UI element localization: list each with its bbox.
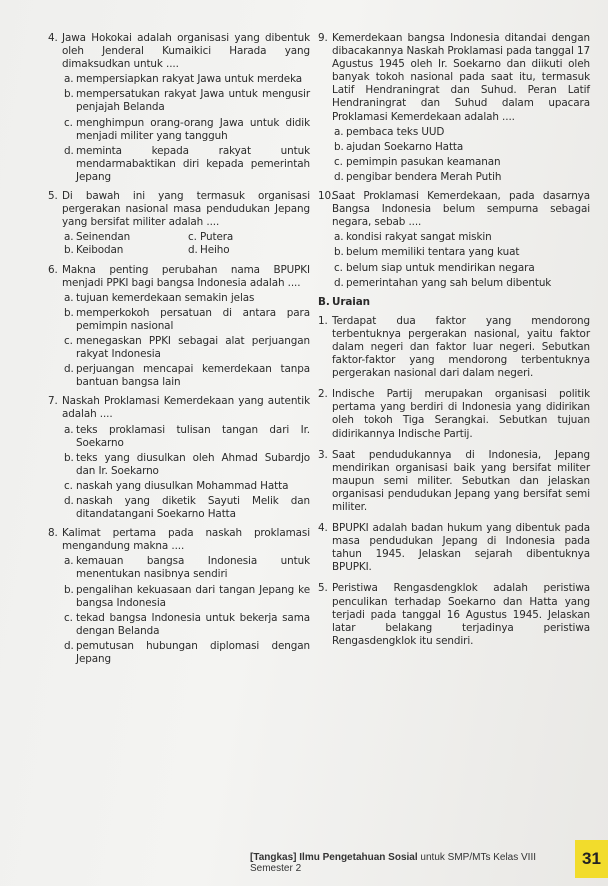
essay-number: 2. [318,388,328,401]
option-letter: d. [64,495,74,507]
left-column [48,32,310,672]
option-letter: c. [64,116,73,129]
multiple-choice-continued [318,32,590,290]
option-text: pemimpin pasukan keamanan [346,155,501,168]
essay-text: Indische Partij merupakan organisasi politik pertama yang berdiri di Indonesia yang didirikan oleh tokoh Tiga Serangkai. Sebutkan tujuan didirikannya Indische Partij. [332,388,590,440]
section-heading [318,296,590,309]
answer-option [332,231,590,244]
essay-item [318,522,590,574]
option-letter: b. [64,306,74,319]
question-number: 4. [48,32,58,44]
option-letter: d. [64,363,74,376]
option-text: mempersatukan rakyat Jawa untuk mengusir penjajah Belanda [76,88,310,114]
answer-option [62,335,310,361]
option-text: Heiho [200,244,230,257]
option-text: pembaca teks UUD [346,125,445,138]
essay-item [318,388,590,440]
essay-number: 4. [318,522,328,535]
option-text: memperkokoh persatuan di antara para pemimpin nasional [76,306,310,332]
option-letter: a. [64,231,74,244]
option-letter: b. [64,451,74,464]
question-item [48,527,310,666]
option-letter: c. [64,611,73,624]
question-body [62,527,310,666]
option-letter: c. [334,155,343,168]
option-text: ajudan Soekarno Hatta [346,140,464,153]
section-title: Uraian [332,295,370,308]
essay-number: 5. [318,582,328,595]
essay-text: Saat pendudukannya di Indonesia, Jepang mendirikan organisasi baik yang bersifat militer maupun semi militer. Sebutkan dan jelaskan organisasi pendudukan Jepang yang bersifat semi militer. [332,448,590,513]
essay-number: 1. [318,314,328,327]
option-letter: b. [64,88,74,101]
option-letter: d. [64,144,74,157]
question-number: 8. [48,527,58,540]
option-text: perjuangan mencapai kemerdekaan tanpa bantuan bangsa lain [76,363,310,389]
option-text: belum memiliki tentara yang kuat [346,246,520,259]
option-letter: c. [188,231,197,244]
question-stem: Di bawah ini yang termasuk organisasi pergerakan nasional masa pendudukan Jepang yang bersifat militer adalah .... [62,190,310,229]
option-text: tekad bangsa Indonesia untuk bekerja sama dengan Belanda [76,611,310,637]
option-text: kemauan bangsa Indonesia untuk menentukan nasibnya sendiri [76,555,310,581]
question-body [332,190,590,290]
answer-option [62,145,310,184]
question-stem: Makna penting perubahan nama BPUPKI menjadi PPKI bagi bangsa Indonesia adalah .... [62,263,310,289]
option-text: Seinendan [76,231,131,244]
answer-options-grid [62,231,310,257]
answer-option [332,141,590,154]
answer-option [186,231,310,244]
option-text: kondisi rakyat sangat miskin [346,231,492,244]
footer-subtitle: untuk SMP/MTs Kelas VIII Semester 2 [250,852,537,874]
answer-option [186,244,310,257]
answer-option [332,126,590,139]
footer-book-title: [Tangkas] Ilmu Pengetahuan Sosial [250,852,418,863]
question-body [62,32,310,184]
option-text: tujuan kemerdekaan semakin jelas [76,291,255,304]
essay-text: BPUPKI adalah badan hukum yang dibentuk pada masa pendudukan Jepang di Indonesia pada tahun 1945. Jelaskan sejarah dibentuknya BPUPKI. [332,522,590,574]
option-text: pengalihan kekuasaan dari tangan Jepang ke bangsa Indonesia [76,583,310,609]
question-number: 7. [48,395,58,408]
question-item [318,190,590,290]
question-item [318,32,590,184]
option-letter: b. [334,140,344,153]
answer-option [62,307,310,333]
question-stem: Jawa Hokokai adalah organisasi yang dibentuk oleh Jenderal Kumaikici Harada yang dimaksudkan untuk .... [62,32,310,71]
question-stem: Kalimat pertama pada naskah proklamasi mengandung makna .... [62,527,310,553]
question-body [62,190,310,257]
option-letter: c. [334,261,343,274]
answer-option [332,171,590,184]
essay-item [318,449,590,514]
option-text: Keibodan [76,244,124,257]
question-number: 6. [48,263,58,276]
answer-option [62,88,310,114]
option-text: pemerintahan yang sah belum dibentuk [346,276,552,289]
option-letter: a. [64,73,74,86]
right-column [318,32,590,656]
question-stem: Naskah Proklamasi Kemerdekaan yang autentik adalah .... [62,395,310,421]
option-text: naskah yang diketik Sayuti Melik dan ditandatangani Soekarno Hatta [76,495,310,521]
section-letter: B. [318,295,330,308]
answer-option [62,73,310,86]
option-letter: a. [334,231,344,244]
question-body [332,32,590,184]
page-footer [250,852,560,874]
option-letter: c. [64,334,73,347]
option-letter: d. [334,276,344,289]
option-letter: c. [64,479,73,492]
option-text: mempersiapkan rakyat Jawa untuk merdeka [76,73,303,86]
answer-option [62,640,310,666]
option-text: menghimpun orang-orang Jawa untuk didik menjadi militer yang tangguh [76,116,310,142]
question-stem: Saat Proklamasi Kemerdekaan, pada dasarnya Bangsa Indonesia belum sempurna sebagai negara, sebab .... [332,190,590,229]
answer-option [62,117,310,143]
option-text: menegaskan PPKI sebagai alat perjuangan rakyat Indonesia [76,334,310,361]
option-text: meminta kepada rakyat untuk mendarmabaktikan diri kepada pemerintah Jepang [76,144,310,183]
option-letter: b. [334,246,344,259]
option-letter: a. [64,291,74,304]
essay-item [318,315,590,380]
question-number: 5. [48,190,58,203]
question-number: 9. [318,32,328,44]
question-item [48,190,310,257]
option-letter: d. [334,170,344,183]
option-letter: d. [64,639,74,652]
answer-option [332,156,590,169]
essay-item [318,582,590,647]
answer-option [62,480,310,493]
answer-option [62,584,310,610]
option-letter: b. [64,244,74,257]
answer-option [62,363,310,389]
essay-questions [318,315,590,648]
answer-option [332,262,590,275]
answer-option [62,612,310,638]
essay-number: 3. [318,448,328,461]
option-text: naskah yang diusulkan Mohammad Hatta [76,479,289,492]
page-number: 31 [575,840,608,878]
option-text: pemutusan hubungan diplomasi dengan Jepang [76,639,310,666]
question-item [48,32,310,184]
answer-option [62,244,186,257]
option-text: pengibar bendera Merah Putih [346,170,502,183]
option-letter: a. [334,125,344,138]
answer-option [62,495,310,521]
question-stem: Kemerdekaan bangsa Indonesia ditandai dengan dibacakannya Naskah Proklamasi pada tanggal 17 Agustus 1945 oleh Ir. Soekarno dan diikuti oleh banyak tokoh nasional pada saat itu, termasuk Latif Hendraningrat dan Suhud. Peran Latif Hendraningrat dan Suhud dalam upacara Proklamasi Kemerdekaan adalah .... [332,32,590,123]
option-letter: d. [188,244,198,257]
option-letter: a. [64,423,74,436]
option-letter: a. [64,555,74,568]
essay-text: Peristiwa Rengasdengklok adalah peristiwa penculikan terhadap Soekarno dan Hatta yang terjadi pada tanggal 16 Agustus 1945. Jelaskan latar belakang terjadinya peristiwa Rengasdengklok itu sendiri. [332,582,590,647]
answer-option [62,424,310,450]
question-body [62,264,310,390]
question-item [48,264,310,390]
essay-text: Terdapat dua faktor yang mendorong terbentuknya pergerakan nasional, yaitu faktor dalam negeri dan faktor luar negeri. Sebutkan faktor-faktor yang mendorong terbentuknya pergerakan nasional dari dalam negeri. [332,314,590,380]
option-text: teks yang diusulkan oleh Ahmad Subardjo dan Ir. Soekarno [76,451,310,477]
question-item [48,395,310,521]
question-number: 10. [318,190,335,203]
answer-option [332,246,590,259]
answer-option [62,452,310,478]
option-text: teks proklamasi tulisan tangan dari Ir. Soekarno [76,423,310,449]
answer-option [332,277,590,290]
option-text: Putera [200,231,234,244]
answer-option [62,231,186,244]
answer-option [62,292,310,305]
option-text: belum siap untuk mendirikan negara [346,261,535,274]
answer-option [62,555,310,581]
question-body [62,395,310,521]
option-letter: b. [64,583,74,596]
